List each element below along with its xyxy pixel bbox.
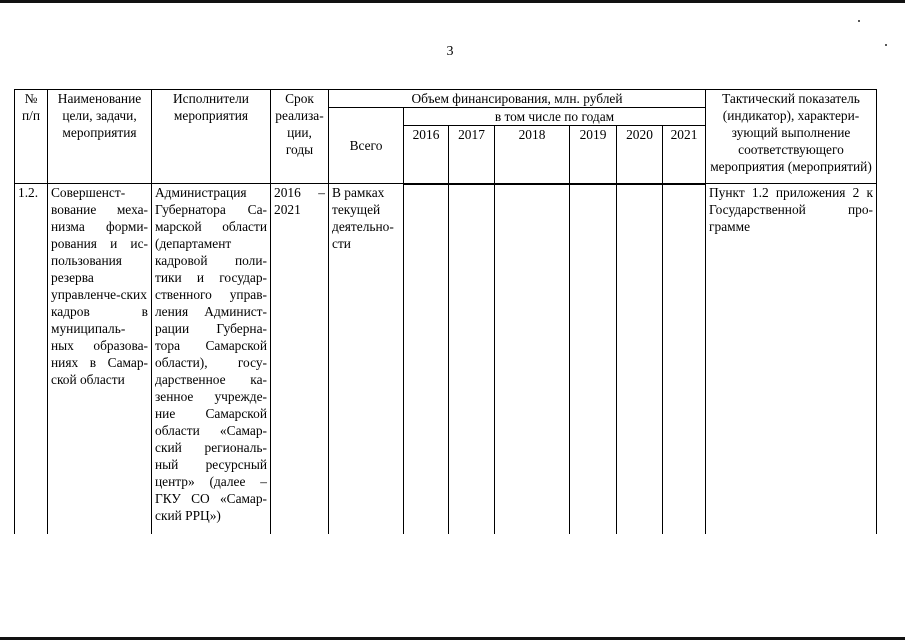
row-term: 2016 – 2021: [271, 184, 329, 534]
row-year-value: [570, 184, 617, 534]
row-year-value: [617, 184, 663, 534]
scan-speck: [885, 44, 887, 46]
scan-speck: [858, 20, 860, 22]
col-header-name: Наименование цели, задачи, мероприятия: [48, 90, 152, 184]
row-year-value: [404, 184, 449, 534]
row-name: Совершенст-вование меха-низма форми-рования и ис-пользования резерва управленче-ских кадров в муниципаль-ных образова-ниях в Самар-ской области: [48, 184, 152, 534]
row-executors: Администрация Губернатора Са-марской области (департамент кадровой поли-тики и государ-ственного управ-ления Админист-рации Губерна-тора Самарской области), госу-дарственное ка-зенное учрежде-ние Самарской области «Самар-ский региональ-ный ресурсный центр» (далее – ГКУ СО «Самар-ский РРЦ»): [152, 184, 271, 534]
scan-edge-top: [0, 0, 905, 3]
col-header-year: 2019: [570, 126, 617, 184]
col-header-by-years: в том числе по годам: [404, 108, 706, 126]
col-header-year: 2018: [495, 126, 570, 184]
col-header-year: 2017: [449, 126, 495, 184]
page-number: 3: [446, 44, 454, 59]
col-header-funding: Объем финансирования, млн. рублей: [329, 90, 706, 108]
table-row: [15, 184, 877, 534]
row-num: 1.2.: [15, 184, 48, 534]
header-row-1: [15, 90, 877, 108]
col-header-num: № п/п: [15, 90, 48, 184]
col-header-year: 2021: [663, 126, 706, 184]
row-total: В рамках текущей деятельно-сти: [329, 184, 404, 534]
col-header-year: 2016: [404, 126, 449, 184]
col-header-indicator: Тактический показатель (индикатор), характери-зующий выполнение соответствующего мероприятия (мероприятий): [706, 90, 877, 184]
row-year-value: [449, 184, 495, 534]
col-header-year: 2020: [617, 126, 663, 184]
program-table: [14, 89, 877, 534]
col-header-term: Срок реализа-ции, годы: [271, 90, 329, 184]
row-year-value: [663, 184, 706, 534]
col-header-total: Всего: [329, 108, 404, 184]
col-header-executors: Исполнители мероприятия: [152, 90, 271, 184]
row-year-value: [495, 184, 570, 534]
row-indicator: Пункт 1.2 приложения 2 к Государственной про-грамме: [706, 184, 877, 534]
